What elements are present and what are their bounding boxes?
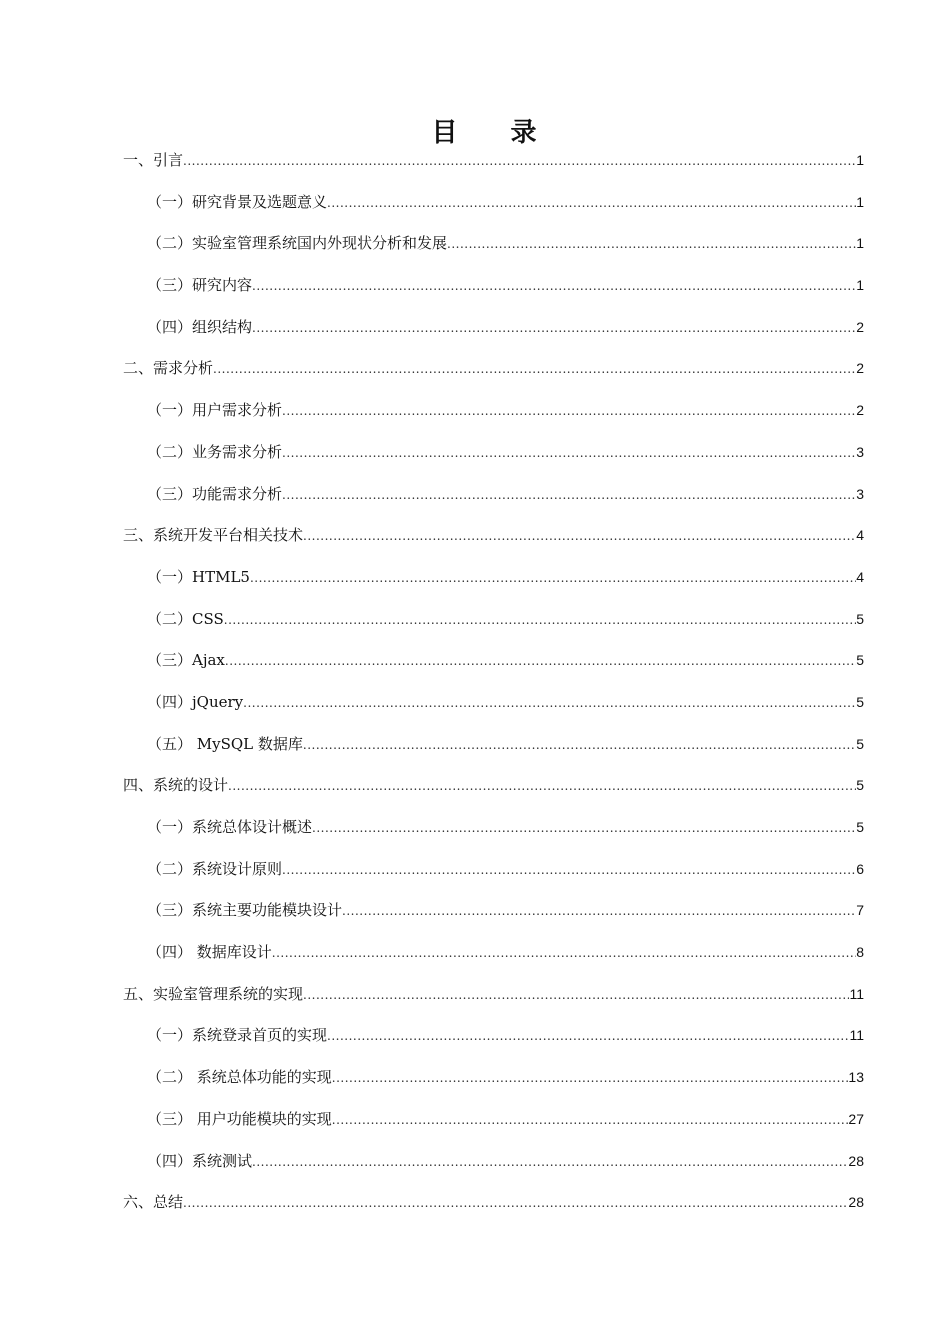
toc-entry[interactable] [123, 1182, 864, 1224]
toc-entry-title: （二）CSS [147, 609, 224, 628]
toc-leader-dots [282, 433, 856, 475]
toc-entry[interactable] [123, 265, 864, 307]
toc-entry-title: （一）系统登录首页的实现 [147, 1026, 328, 1045]
toc-page-number: 3 [856, 443, 864, 460]
toc-page-number: 1 [856, 193, 864, 210]
toc-entry[interactable] [123, 182, 864, 224]
toc-page-number: 2 [856, 360, 864, 377]
toc-entry-title: （三）研究内容 [147, 276, 253, 295]
toc-entry[interactable] [123, 765, 864, 807]
toc-page-number: 28 [848, 1152, 864, 1169]
toc-entry-title: （一）研究背景及选题意义 [147, 192, 328, 211]
toc-page-number: 11 [849, 1027, 864, 1044]
toc-leader-dots [342, 891, 856, 933]
toc-entry[interactable] [123, 974, 864, 1016]
toc-page-number: 5 [856, 610, 864, 627]
toc-entry-title: （三）系统主要功能模块设计 [147, 901, 343, 920]
toc-entry[interactable] [123, 599, 864, 641]
toc-entry-title: 三、系统开发平台相关技术 [123, 526, 304, 545]
toc-entry-title: （三）功能需求分析 [147, 484, 283, 503]
toc-page-number: 11 [849, 985, 864, 1002]
toc-leader-dots [228, 766, 856, 808]
toc-page-number: 1 [856, 152, 864, 168]
toc-entry-title: （四） 数据库设计 [147, 943, 272, 962]
toc-leader-dots [332, 1100, 849, 1142]
toc-entry[interactable] [123, 223, 864, 265]
toc-leader-dots [327, 1016, 849, 1058]
toc-page-number: 13 [848, 1069, 864, 1086]
toc-leader-dots [243, 683, 856, 725]
toc-entry-title: （一）系统总体设计概述 [147, 818, 313, 836]
toc-entry[interactable] [123, 515, 864, 557]
toc-entry[interactable] [123, 1015, 864, 1057]
toc-entry-title: 四、系统的设计 [123, 776, 229, 795]
toc-entry-title: （四）组织结构 [147, 317, 253, 336]
toc-entry[interactable] [123, 432, 864, 474]
toc-page-number: 4 [856, 527, 864, 544]
toc-entry-title: （二）业务需求分析 [147, 442, 283, 461]
toc-entry[interactable] [123, 890, 864, 932]
toc-entry[interactable] [123, 849, 864, 891]
toc-page-number: 1 [856, 277, 864, 294]
toc-leader-dots [252, 266, 856, 308]
toc-leader-dots [225, 641, 856, 683]
toc-page-number: 5 [856, 819, 864, 835]
toc-entry-title: （五） MySQL 数据库 [147, 734, 303, 753]
toc-page-number: 5 [856, 693, 864, 710]
toc-entry[interactable] [123, 348, 864, 390]
toc-page-number: 1 [856, 235, 864, 252]
toc-entry-title: （一）用户需求分析 [147, 401, 283, 420]
toc-entry[interactable] [123, 932, 864, 974]
page-title: 目 录 [431, 118, 559, 148]
toc-page-number: 3 [856, 485, 864, 502]
toc-page-number: 7 [856, 902, 864, 919]
toc-leader-dots [303, 975, 849, 1017]
toc-leader-dots [224, 600, 856, 642]
toc-leader-dots [272, 933, 856, 975]
toc-leader-dots [282, 475, 856, 517]
toc-entry-title: 五、实验室管理系统的实现 [123, 984, 304, 1003]
toc-entry[interactable] [123, 640, 864, 682]
toc-entry-title: 二、需求分析 [123, 359, 214, 378]
toc-entry-title: 一、引言 [123, 151, 184, 169]
toc-page-number: 27 [848, 1110, 864, 1127]
toc-leader-dots [213, 349, 856, 391]
toc-entry[interactable] [123, 140, 864, 182]
toc-entry-title: 六、总结 [123, 1193, 184, 1212]
toc-page-number: 2 [856, 402, 864, 419]
toc-page-number: 5 [856, 777, 864, 794]
toc-leader-dots [303, 725, 856, 767]
toc-leader-dots [183, 141, 856, 183]
toc-entry[interactable] [123, 1141, 864, 1183]
toc-entry-title: （一）HTML5 [147, 567, 250, 586]
toc-leader-dots [250, 558, 856, 600]
toc-entry[interactable] [123, 682, 864, 724]
toc-entry[interactable] [123, 807, 864, 849]
toc-entry-title: （二） 系统总体功能的实现 [147, 1068, 332, 1087]
toc-leader-dots [312, 808, 856, 850]
toc-entry-title: （三）Ajax [147, 651, 225, 670]
toc-page-number: 28 [848, 1194, 864, 1211]
toc-leader-dots [332, 1058, 849, 1100]
toc-leader-dots [252, 1142, 848, 1184]
toc-entry-title: （四）jQuery [147, 692, 244, 711]
toc-page-number: 4 [856, 568, 864, 585]
toc-page-number: 6 [856, 860, 864, 877]
toc-page-number: 5 [856, 652, 864, 669]
toc-entry[interactable] [123, 557, 864, 599]
toc-entry[interactable] [123, 307, 864, 349]
toc-leader-dots [303, 516, 856, 558]
toc-leader-dots [183, 1183, 848, 1225]
table-of-contents [123, 140, 864, 1224]
toc-entry-title: （二）系统设计原则 [147, 859, 283, 878]
toc-leader-dots [252, 308, 856, 350]
toc-entry[interactable] [123, 474, 864, 516]
toc-leader-dots [447, 224, 856, 266]
toc-entry[interactable] [123, 1057, 864, 1099]
toc-page-number: 2 [856, 318, 864, 335]
toc-entry[interactable] [123, 390, 864, 432]
toc-entry-title: （四）系统测试 [147, 1151, 253, 1170]
toc-entry[interactable] [123, 724, 864, 766]
toc-entry-title: （二）实验室管理系统国内外现状分析和发展 [147, 234, 448, 253]
toc-leader-dots [282, 391, 856, 433]
toc-entry[interactable] [123, 1099, 864, 1141]
toc-page-number: 5 [856, 735, 864, 752]
toc-leader-dots [327, 183, 856, 225]
toc-entry-title: （三） 用户功能模块的实现 [147, 1109, 332, 1128]
toc-page-number: 8 [856, 944, 864, 961]
toc-leader-dots [282, 850, 856, 892]
